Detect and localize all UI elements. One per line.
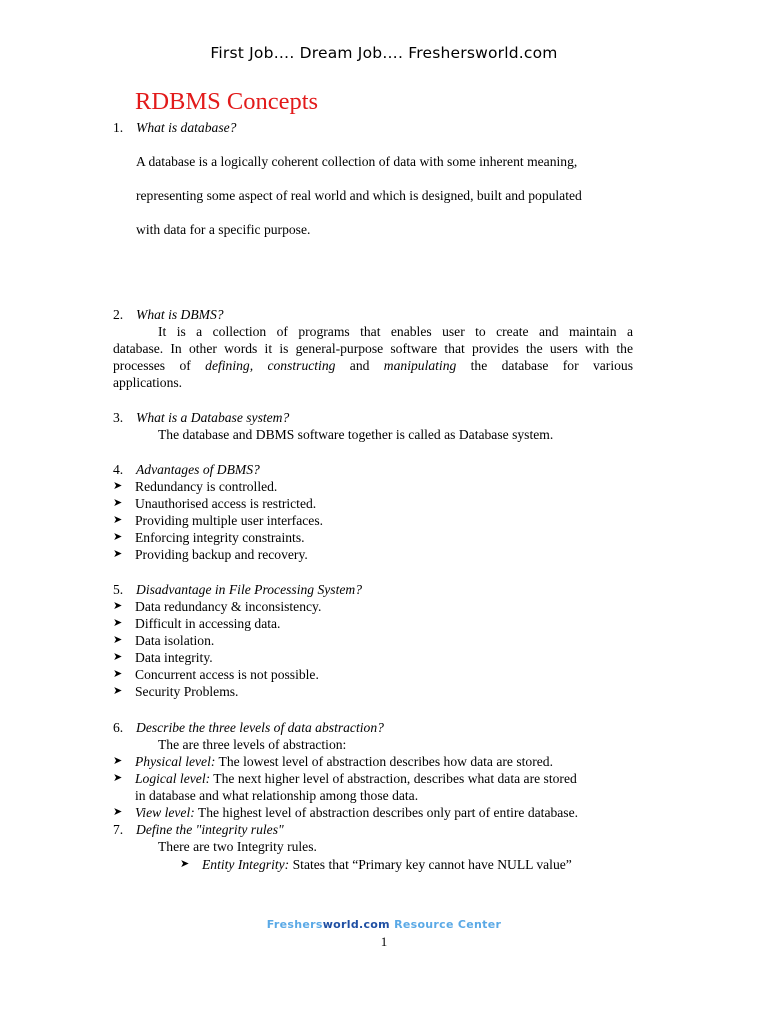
list-item: ➤ Redundancy is controlled.	[113, 479, 278, 494]
arrow-bullet-icon: ➤	[113, 634, 123, 646]
q6-intro: The are three levels of abstraction:	[158, 737, 347, 752]
list-item: ➤ Unauthorised access is restricted.	[113, 496, 317, 511]
q1-answer-line-1: A database is a logically coherent collection of data with some inherent meaning,	[136, 154, 578, 169]
q2-question: What is DBMS?	[136, 307, 224, 322]
q6-question: Describe the three levels of data abstraction?	[136, 720, 384, 735]
q2-answer-line-2: database. In other words it is general-purpose software that provides the users with the	[113, 341, 633, 356]
q5-question: Disadvantage in File Processing System?	[136, 582, 363, 597]
arrow-bullet-icon: ➤	[113, 514, 123, 526]
list-item: ➤ Entity Integrity: States that “Primary key cannot have NULL value”	[180, 857, 572, 872]
q4-question: Advantages of DBMS?	[136, 462, 260, 477]
arrow-bullet-icon: ➤	[113, 617, 123, 629]
arrow-bullet-icon: ➤	[113, 600, 123, 612]
arrow-bullet-icon: ➤	[113, 685, 123, 697]
list-item: ➤ Physical level: The lowest level of abstraction describes how data are stored.	[113, 754, 553, 769]
q4-number: 4.	[113, 462, 124, 477]
q3-number: 3.	[113, 410, 124, 425]
arrow-bullet-icon: ➤	[113, 531, 123, 543]
q1-answer-line-2: representing some aspect of real world and which is designed, built and populated	[136, 188, 582, 203]
q1-question: What is database?	[136, 120, 237, 135]
q1-number: 1.	[113, 120, 124, 135]
q2-number: 2.	[113, 307, 124, 322]
q1-answer-line-3: with data for a specific purpose.	[136, 222, 311, 237]
list-item: ➤ Data integrity.	[113, 650, 213, 665]
arrow-bullet-icon: ➤	[113, 755, 123, 767]
list-item: ➤ Difficult in accessing data.	[113, 616, 281, 631]
list-item: ➤ View level: The highest level of abstraction describes only part of entire database.	[113, 805, 579, 820]
q7-intro: There are two Integrity rules.	[158, 839, 317, 854]
q7-question: Define the "integrity rules"	[136, 822, 284, 837]
q5-number: 5.	[113, 582, 124, 597]
q7-number: 7.	[113, 822, 124, 837]
list-item: ➤ Data isolation.	[113, 633, 215, 648]
list-item: ➤ Providing multiple user interfaces.	[113, 513, 324, 528]
q2-answer-line-1: It is a collection of programs that enables user to create and maintain a	[158, 324, 633, 339]
arrow-bullet-icon: ➤	[180, 858, 190, 870]
q2-answer-line-3: processes of defining, constructing and manipulating the database for various	[113, 358, 633, 373]
arrow-bullet-icon: ➤	[113, 772, 123, 784]
arrow-bullet-icon: ➤	[113, 651, 123, 663]
list-item: ➤ Enforcing integrity constraints.	[113, 530, 305, 545]
arrow-bullet-icon: ➤	[113, 668, 123, 680]
list-item: ➤ Security Problems.	[113, 684, 239, 699]
arrow-bullet-icon: ➤	[113, 497, 123, 509]
document-title: RDBMS Concepts	[135, 88, 319, 115]
list-item: ➤ Logical level: The next higher level of abstraction, describes what data are stored in database and what relationship among those data.	[113, 771, 577, 803]
arrow-bullet-icon: ➤	[113, 548, 123, 560]
list-item: ➤ Concurrent access is not possible.	[113, 667, 319, 682]
page-footer: Freshersworld.com Resource Center	[266, 918, 502, 931]
list-item: ➤ Providing backup and recovery.	[113, 547, 308, 562]
arrow-bullet-icon: ➤	[113, 480, 123, 492]
page-header: First Job…. Dream Job…. Freshersworld.com	[210, 44, 558, 62]
q2-answer	[113, 323, 633, 391]
list-item: ➤ Data redundancy & inconsistency.	[113, 599, 322, 614]
q3-answer: The database and DBMS software together is called as Database system.	[158, 427, 554, 442]
q3-question: What is a Database system?	[136, 410, 290, 425]
arrow-bullet-icon: ➤	[113, 806, 123, 818]
q2-answer-line-4: applications.	[113, 375, 183, 390]
q6-number: 6.	[113, 720, 124, 735]
page-number: 1	[380, 934, 388, 949]
